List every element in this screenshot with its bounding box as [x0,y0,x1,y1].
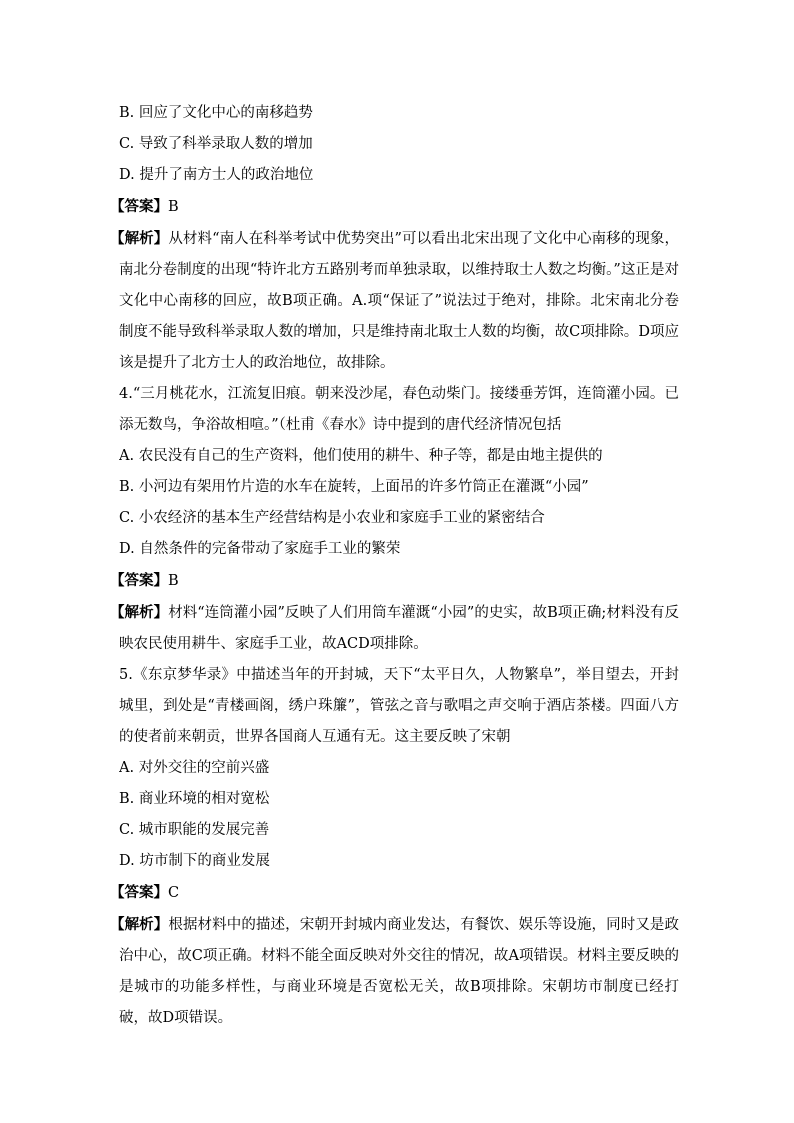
answer-value: B [168,573,179,589]
q4-stem: 4.“三月桃花水，江流复旧痕。朝来没沙尾，春色动柴门。接缕垂芳饵，连筒灌小园。已添无数鸟，争浴故相喧。”（杜甫《春水》诗中提到的唐代经济情况包括 [119,386,679,433]
q4-answer [110,565,679,597]
answer-label: 【答案】 [110,572,168,589]
q4-option-a: A. 农民没有自己的生产资料，他们使用的耕牛、种子等，都是由地主提供的 [119,448,603,464]
answer-label: 【答案】 [110,198,168,215]
q3-analysis [110,223,679,379]
q3-answer [110,191,679,223]
q3-option-b: B. 回应了文化中心的南移趋势 [119,105,313,121]
analysis-label: 【解析】 [110,604,169,621]
analysis-text: 材料“连筒灌小园”反映了人们用筒车灌溉“小园”的史实，故B项正确;材料没有反映农民使用耕牛、家庭手工业，故ACD项排除。 [119,605,679,652]
analysis-text: 从材料“南人在科举考试中优势突出”可以看出北宋出现了文化中心南移的现象，南北分卷制度的出现“特许北方五路别考而单独录取，以维持取士人数之均衡。”这正是对文化中心南移的回应，故B项正确。A.项“保证了”说法过于绝对，排除。北宋南北分卷制度不能导致科举录取人数的增加，只是维持南北取士人数的均衡，故C项排除。D项应该是提升了北方士人的政治地位，故排除。 [119,231,679,371]
q5-option-a: A. 对外交往的空前兴盛 [119,760,270,776]
q5-analysis [110,909,680,1034]
answer-value: C [168,885,180,901]
q4-analysis [110,597,679,660]
q5-option-b: B. 商业环境的相对宽松 [119,791,270,807]
answer-value: B [168,199,179,215]
q5-stem: 5.《东京梦华录》中描述当年的开封城，天下“太平日久，人物繁阜”，举目望去，开封城里，到处是“青楼画阁，绣户珠簾”，管弦之音与歌唱之声交响于酒店茶楼。四面八方的使者前来朝贡，世界各国商人互通有无。这主要反映了宋朝 [119,667,679,745]
q3-option-d: D. 提升了南方士人的政治地位 [119,167,314,183]
answer-label: 【答案】 [110,884,168,901]
analysis-label: 【解析】 [110,916,169,933]
q5-option-d: D. 坊市制下的商业发展 [119,853,270,869]
q5-answer [110,877,679,909]
q3-option-c: C. 导致了科举录取人数的增加 [119,136,313,152]
q5-option-c: C. 城市职能的发展完善 [119,822,270,838]
analysis-label: 【解析】 [110,230,169,247]
q4-option-c: C. 小农经济的基本生产经营结构是小农业和家庭手工业的紧密结合 [119,510,545,526]
analysis-text: 根据材料中的描述，宋朝开封城内商业发达，有餐饮、娱乐等设施，同时又是政治中心，故C项正确。材料不能全面反映对外交往的情况，故A项错误。材料主要反映的是城市的功能多样性，与商业环境是否宽松无关，故B项排除。宋朝坊市制度已经打破，故D项错误。 [119,917,680,1026]
q4-option-d: D. 自然条件的完备带动了家庭手工业的繁荣 [119,541,401,557]
document-page [110,98,680,1034]
q4-option-b: B. 小河边有架用竹片造的水车在旋转，上面吊的许多竹筒正在灌溉“小园” [119,479,589,495]
